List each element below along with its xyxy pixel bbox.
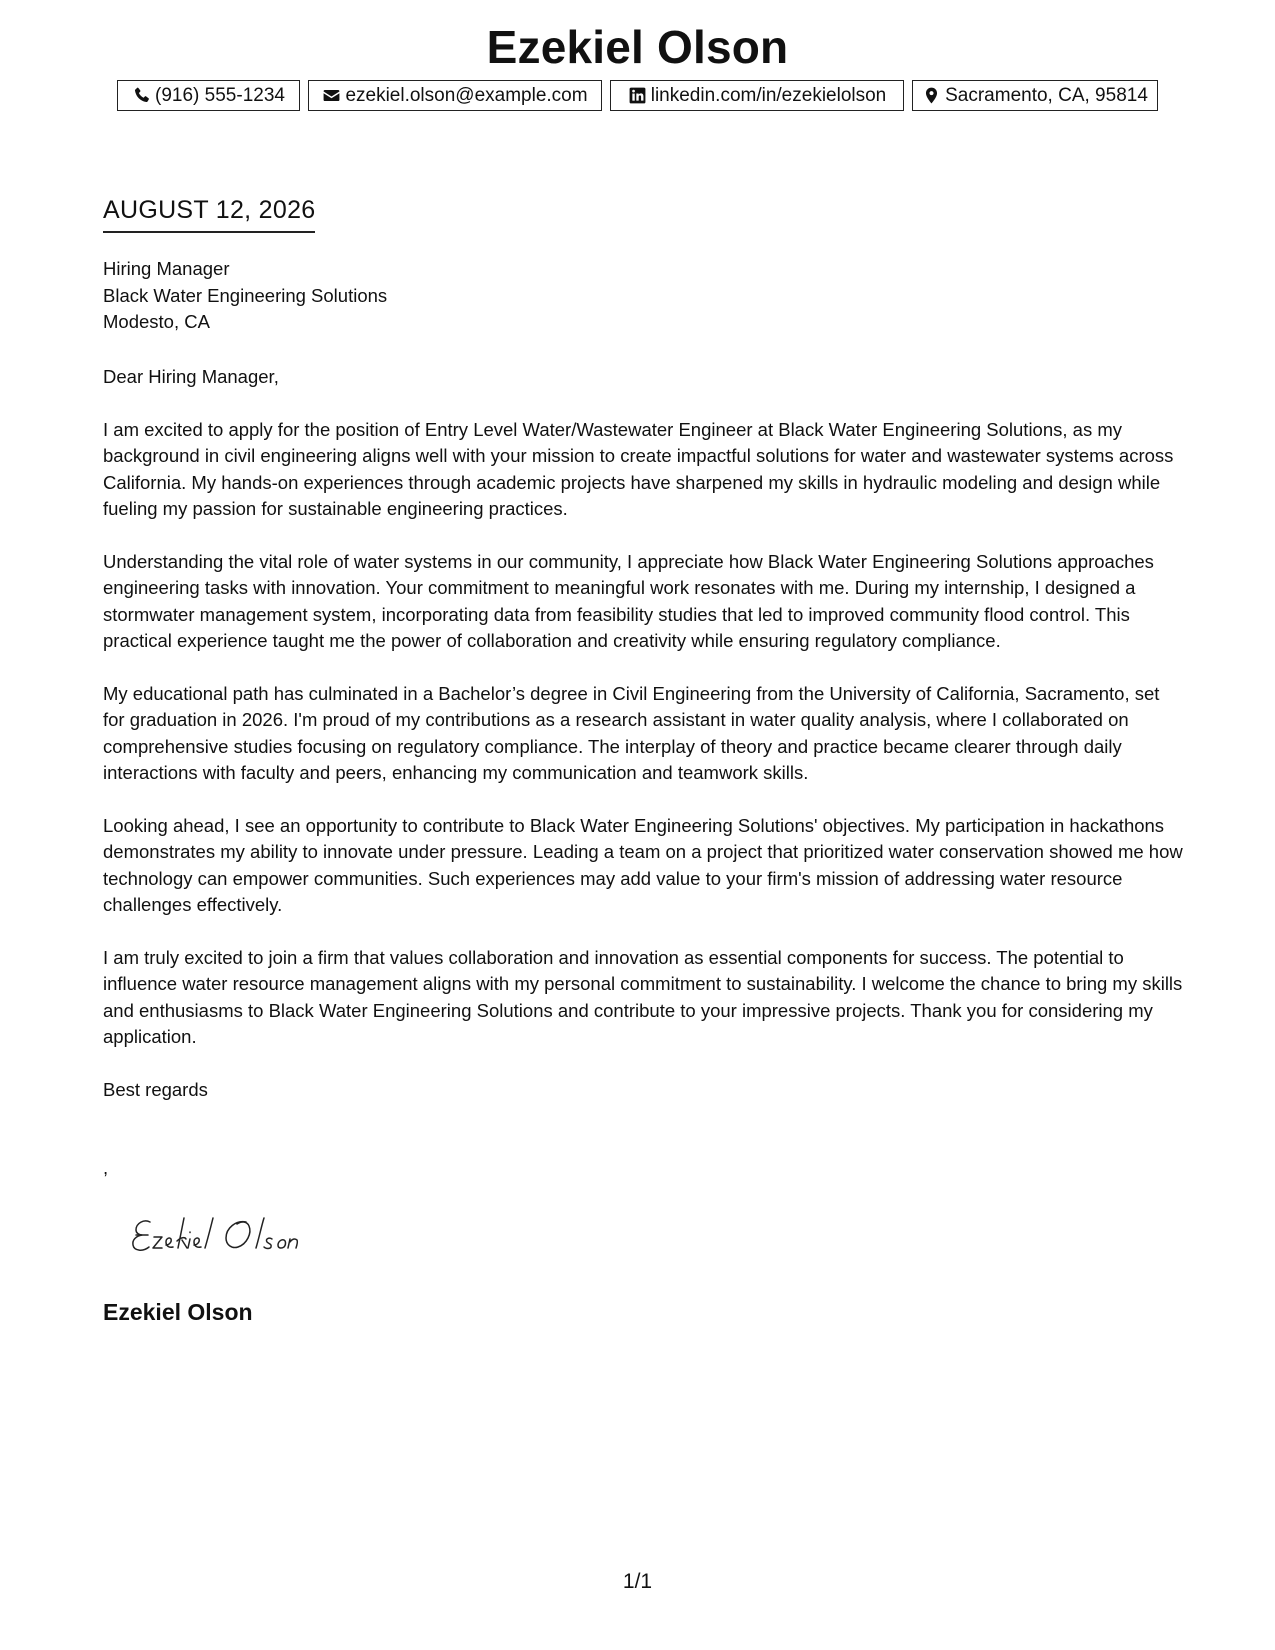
body-paragraph: I am truly excited to join a firm that values collaboration and innovation as essential components for success. The potential to influence water resource management aligns with my personal commitment to sustainability. I welcome the chance to bring my skills and enthusiasms to Black Water Engineering Solutions and contribute to your impressive projects. Thank you for considering my application. (103, 947, 1183, 1047)
recipient-location: Modesto, CA (103, 311, 210, 332)
contact-location[interactable] (912, 80, 1158, 111)
location-text: Sacramento, CA, 95814 (945, 84, 1148, 106)
page-number: 1/1 (622, 1570, 653, 1593)
phone-text: (916) 555-1234 (155, 84, 285, 106)
linkedin-icon (628, 86, 647, 105)
closing: Best regards (103, 1079, 208, 1100)
letter-date: AUGUST 12, 2026 (103, 196, 315, 233)
signer-name: Ezekiel Olson (103, 1299, 253, 1325)
contact-bar (117, 80, 1158, 111)
body-paragraph: Understanding the vital role of water systems in our community, I appreciate how Black Water Engineering Solutions approaches engineering tasks with innovation. Your commitment to meaningful work resonates with me. During my internship, I designed a stormwater management system, incorporating data from feasibility studies that led to improved community flood control. This practical experience taught me the power of collaboration and creativity while ensuring regulatory compliance. (103, 551, 1154, 651)
recipient-title: Hiring Manager (103, 258, 230, 279)
body-paragraph: Looking ahead, I see an opportunity to contribute to Black Water Engineering Solutions' objectives. My participation in hackathons demonstrates my ability to innovate under pressure. Leading a team on a project that prioritized water conservation showed me how technology can empower communities. Such experiences may add value to your firm's mission of addressing water resource challenges effectively. (103, 815, 1183, 915)
body-paragraph: My educational path has culminated in a Bachelor’s degree in Civil Engineering from the University of California, Sacramento, set for graduation in 2026. I'm proud of my contributions as a research assistant in water quality analysis, where I collaborated on comprehensive studies focusing on regulatory compliance. The interplay of theory and practice became clearer through daily interactions with faculty and peers, enhancing my communication and teamwork skills. (103, 683, 1160, 783)
phone-icon (132, 86, 151, 105)
body-paragraph: I am excited to apply for the position of Entry Level Water/Wastewater Engineer at Black Water Engineering Solutions, as my background in civil engineering aligns well with your mission to create impactful solutions for water and wastewater systems across California. My hands-on experiences through academic projects have sharpened my skills in hydraulic modeling and design while fueling my passion for sustainable engineering practices. (103, 419, 1174, 519)
applicant-name-heading: Ezekiel Olson (486, 21, 789, 73)
envelope-icon (322, 86, 341, 105)
map-pin-icon (922, 86, 941, 105)
contact-email[interactable] (308, 80, 602, 111)
recipient-company: Black Water Engineering Solutions (103, 284, 388, 306)
linkedin-text: linkedin.com/in/ezekielolson (650, 84, 887, 106)
salutation: Dear Hiring Manager, (103, 366, 279, 387)
contact-linkedin[interactable] (610, 80, 904, 111)
signature-image (128, 1206, 338, 1262)
contact-phone[interactable] (117, 80, 300, 111)
closing-comma: , (103, 1157, 109, 1178)
recipient-block (103, 256, 387, 336)
email-text: ezekiel.olson@example.com (345, 84, 588, 106)
